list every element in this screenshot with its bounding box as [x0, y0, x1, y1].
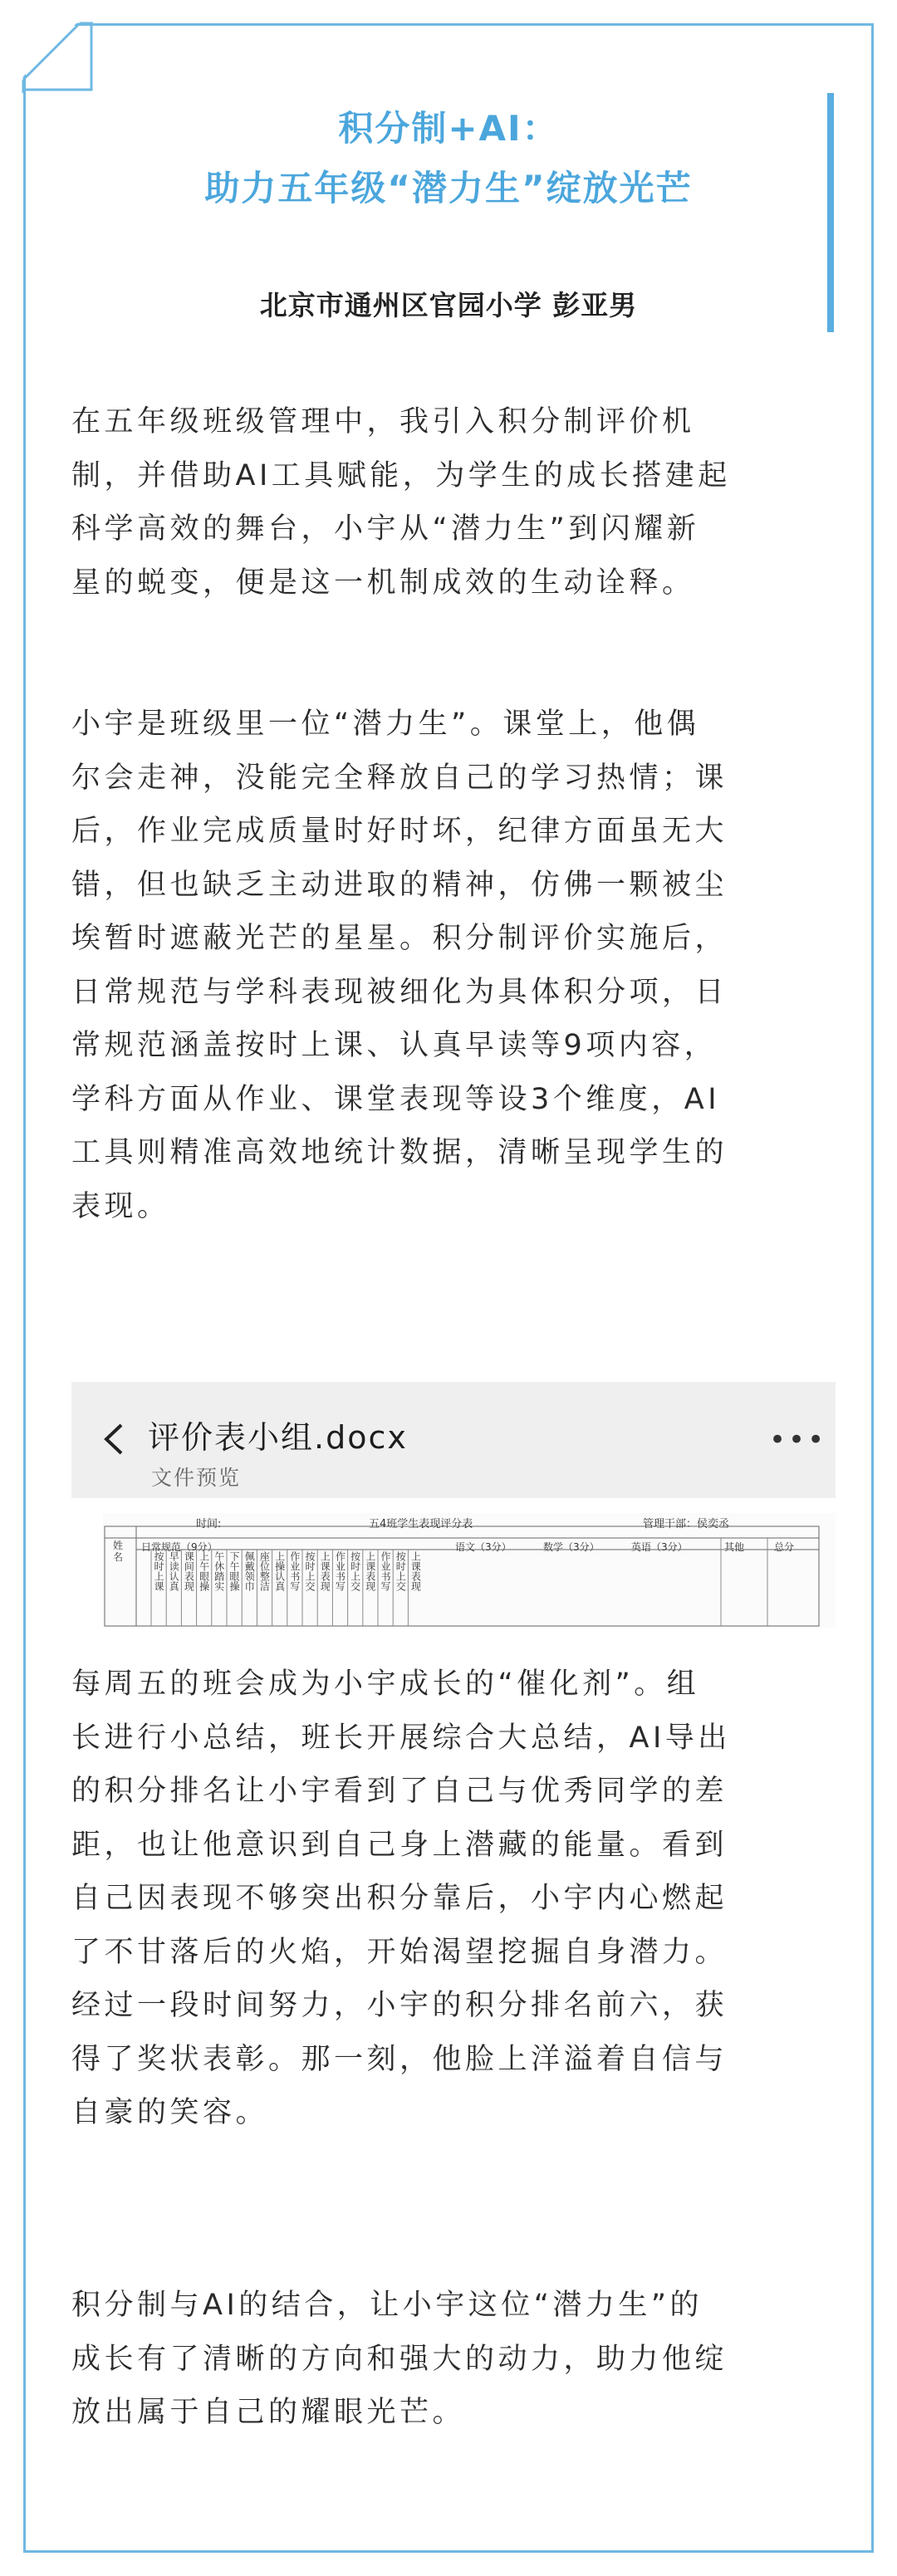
sheet-total: 总分 [774, 1541, 795, 1553]
sheet-item-label: 作业书写 [288, 1551, 301, 1591]
sheet-item-label: 按时上交 [304, 1551, 316, 1591]
sheet-item-label: 按时上交 [395, 1551, 407, 1591]
sheet-other: 其他 [724, 1541, 745, 1553]
score-table-preview [103, 1513, 836, 1628]
sheet-item-label: 座位整洁 [258, 1551, 271, 1591]
more-options-icon[interactable]: ••• [769, 1423, 827, 1457]
sheet-item-label: 早读认真 [168, 1551, 180, 1591]
sheet-item-label: 课间表现 [183, 1551, 195, 1591]
sheet-table-title: 五4班学生表现评分表 [369, 1518, 473, 1530]
doc-preview-subtitle: 文件预览 [151, 1466, 242, 1490]
paragraph-student-profile: 小宇是班级里一位“潜力生”。课堂上，他偶 尔会走神，没能完全释放自己的学习热情；课 后，作业完成质量时好时坏，纪律方面虽无大 错，但也缺乏主动进取的精神，仿佛一颗被尘 埃暂时遮蔽光芒的星星。积分制评价实施后， 日常规范与学科表现被细化为具体积分项，日 常规范涵盖按时上课、认真早读等9项内容， 学科方面从作业、课堂表现等设3个维度，AI 工具则精准高效地统计数据，清晰呈现学生的 表现。 [71, 708, 728, 1223]
article-title-line2: 助力五年级“潜力生”绽放光芒 [204, 168, 693, 208]
doc-file-name: 评价表小组.docx [148, 1419, 408, 1456]
document-preview-screenshot [71, 1382, 836, 1628]
article-title-line1: 积分制+AI： [338, 108, 559, 149]
sheet-item-label: 上午眼操 [198, 1551, 210, 1591]
sheet-manager: 管理干部：侯奕丞 [643, 1518, 730, 1530]
sheet-english-group: 英语（3分） [631, 1541, 688, 1553]
author-byline: 北京市通州区官园小学 彭亚男 [259, 289, 638, 321]
sheet-item-label: 作业书写 [380, 1551, 391, 1591]
doc-preview-header [71, 1382, 836, 1498]
sheet-item-label: 上课表现 [409, 1551, 422, 1591]
sheet-item-label: 下午眼操 [228, 1551, 240, 1591]
sheet-item-label: 按时上交 [349, 1551, 361, 1591]
sheet-daily-group: 日常规范（9分） [141, 1541, 218, 1553]
back-arrow-icon[interactable] [96, 1418, 131, 1460]
sheet-item-label: 午休踏实 [213, 1551, 225, 1591]
paragraph-conclusion: 积分制与AI的结合，让小宇这位“潜力生”的 成长有了清晰的方向和强大的动力，助力他绽 放出属于自己的耀眼光芒。 [71, 2289, 728, 2429]
sheet-name-column: 姓名 [113, 1540, 124, 1563]
sheet-item-label: 上操认真 [273, 1551, 286, 1591]
paragraph-weekly-meeting: 每周五的班会成为小宇成长的“催化剂”。组 长进行小总结，班长开展综合大总结，AI导出 的积分排名让小宇看到了自己与优秀同学的差 距，也让他意识到自己身上潜藏的能量。看到 自己因表现不够突出积分靠后，小宇内心燃起 了不甘落后的火焰，开始渴望挖掘自身潜力。 经过一段时间努力，小宇的积分排名前六，获 得了奖状表彰。那一刻，他脸上洋溢着自信与 自豪的笑容。 [71, 1668, 731, 2129]
sheet-chinese-group: 语文（3分） [455, 1541, 512, 1553]
sheet-time-label: 时间: [196, 1518, 222, 1530]
sheet-item-label: 按时上课 [153, 1551, 164, 1591]
paragraph-intro: 在五年级班级管理中，我引入积分制评价机 制，并借助AI工具赋能，为学生的成长搭建起 科学高效的舞台，小宇从“潜力生”到闪耀新 星的蜕变，便是这一机制成效的生动诠释。 [71, 405, 731, 600]
sheet-item-label: 上课表现 [319, 1551, 331, 1591]
sheet-item-label: 佩戴领巾 [243, 1551, 256, 1591]
sheet-math-group: 数学（3分） [543, 1541, 600, 1553]
sheet-item-label: 作业书写 [334, 1551, 346, 1591]
folded-corner-decoration [0, 0, 100, 100]
sheet-item-label: 上课表现 [364, 1551, 376, 1591]
